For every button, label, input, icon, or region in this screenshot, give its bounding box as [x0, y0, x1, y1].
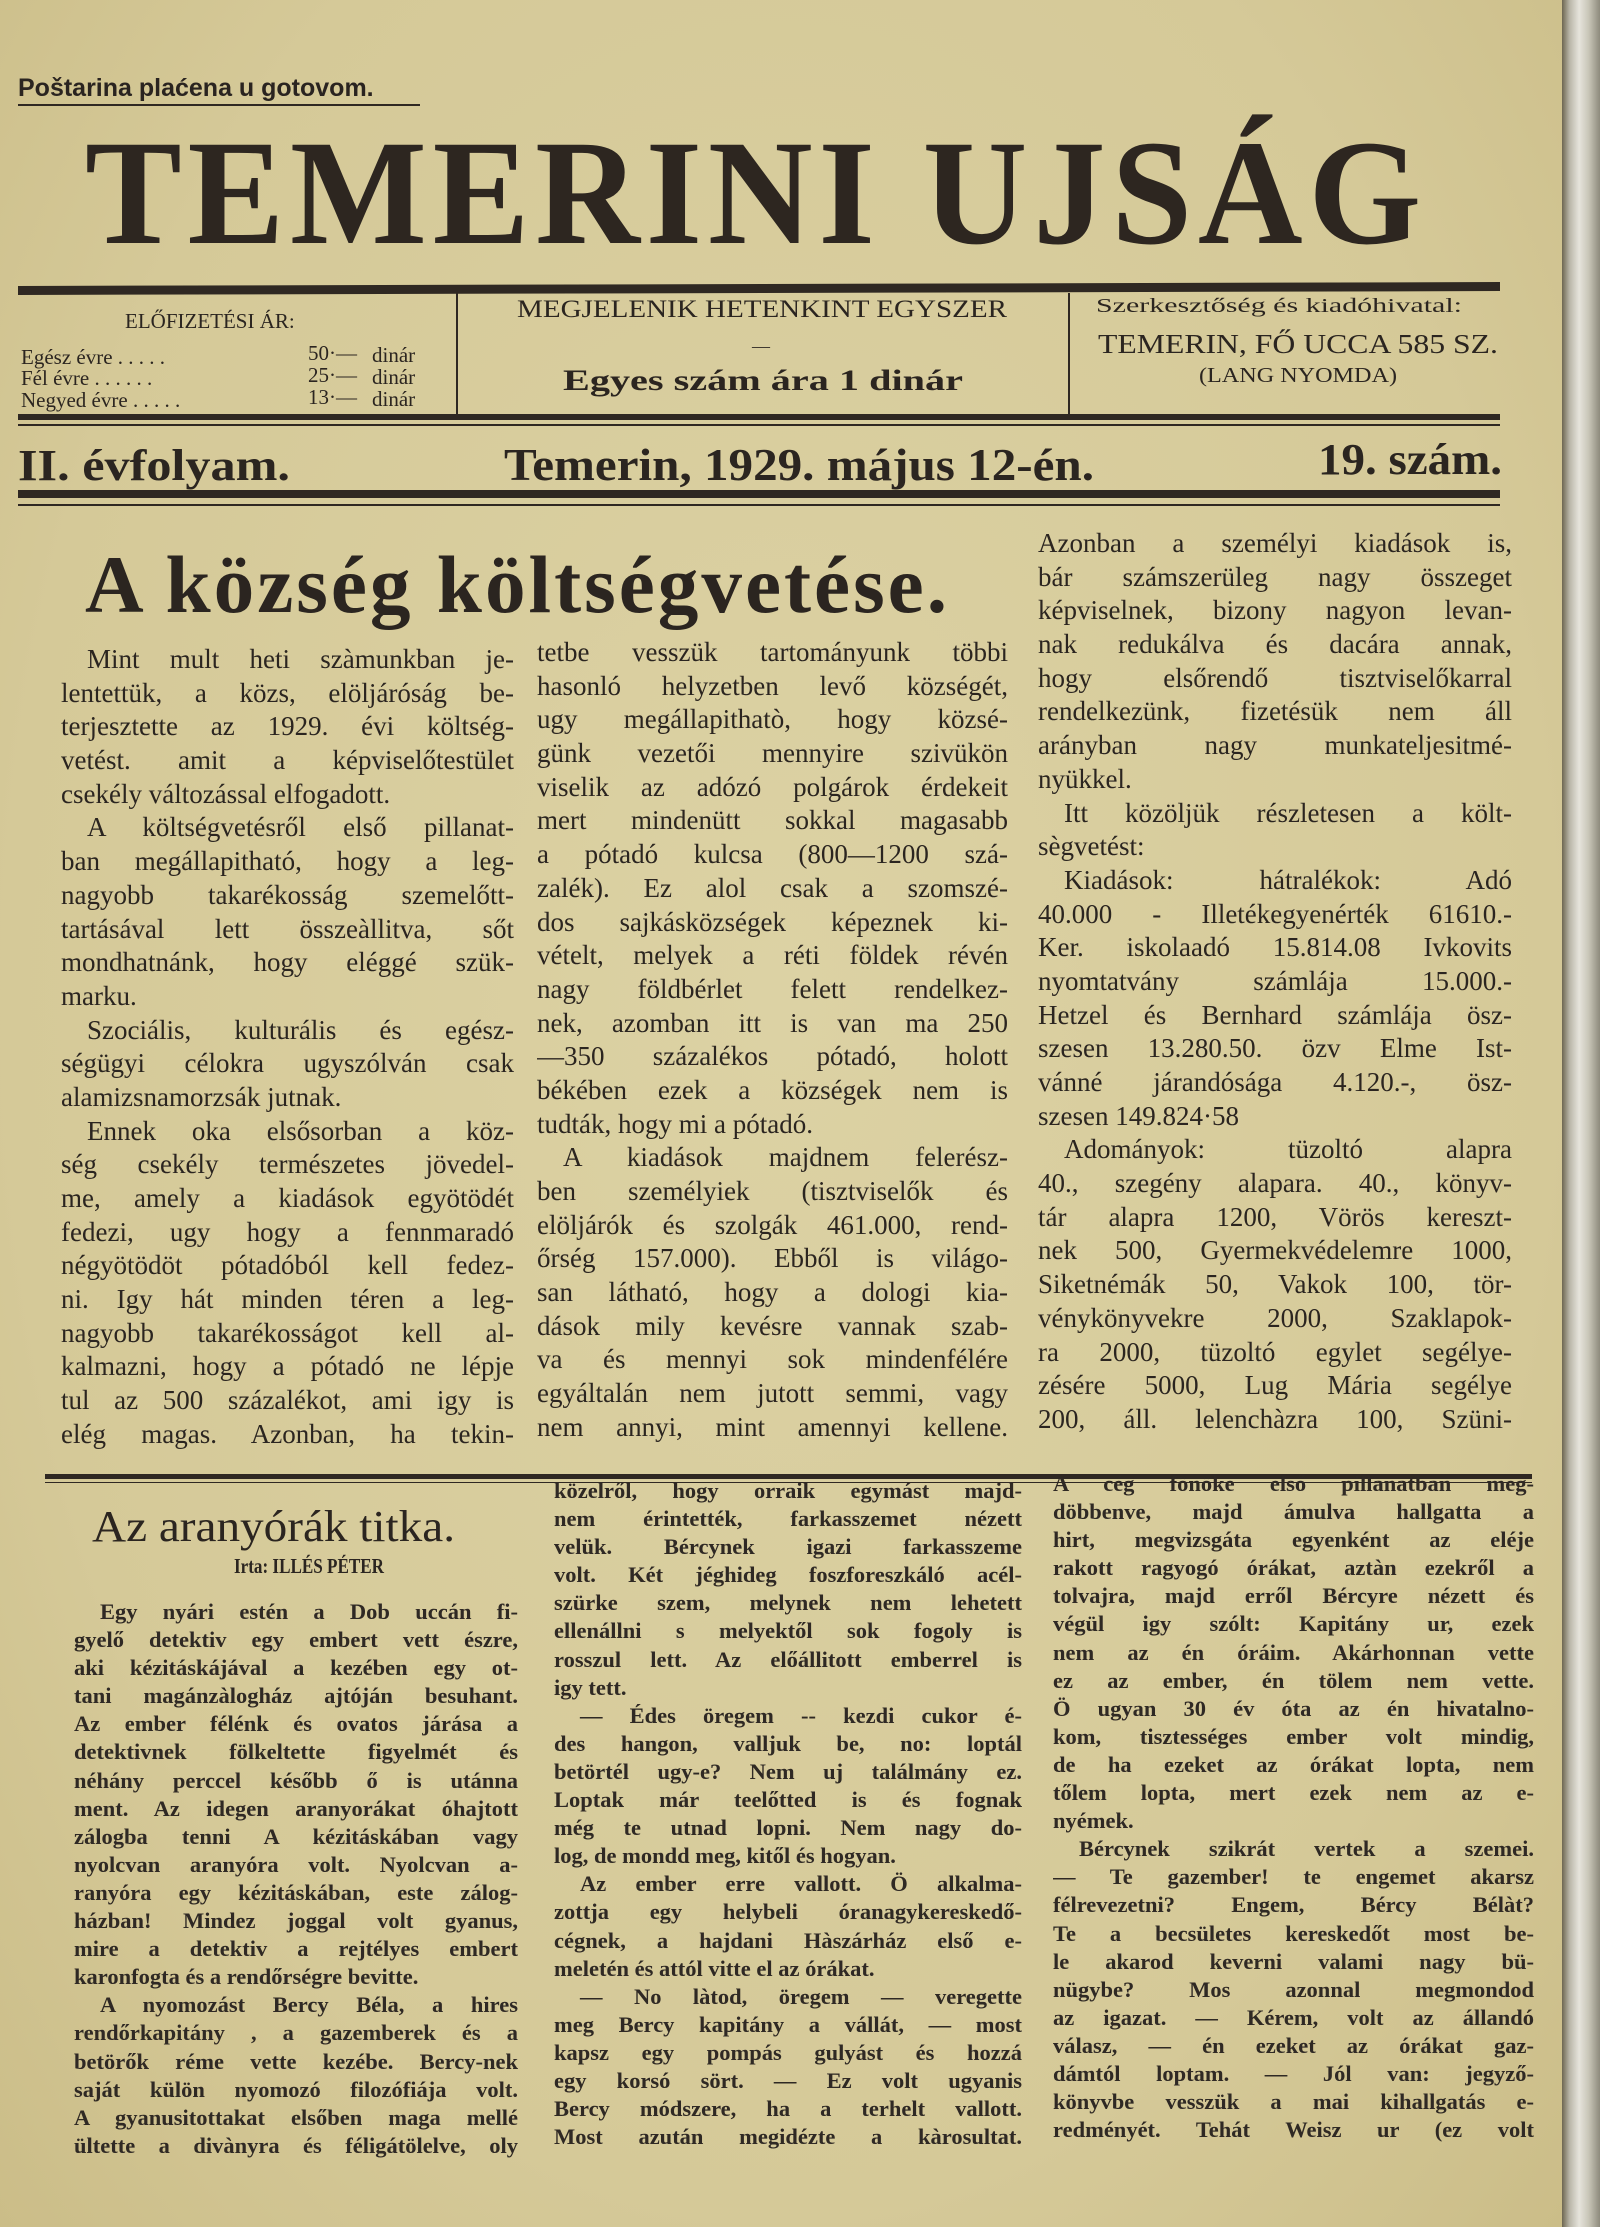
text-line: Bercy módszere, ha a terhelt vallott.	[554, 2096, 1022, 2122]
subscription-label: Fél évre . . . . . .	[21, 366, 153, 390]
text-line: közelről, hogy orraik egymást majd-	[554, 1478, 1022, 1503]
text-line: log, de mondd meg, kitől és hogyan.	[554, 1843, 896, 1869]
subscription-price: 50·—	[308, 341, 357, 365]
article-column	[61, 643, 514, 1452]
text-line: Szociális, kulturális és egész-	[87, 1014, 514, 1045]
text-line: arányban nagy munkateljesitmé-	[1038, 730, 1512, 761]
text-line: tudták, hogy mi a pótadó.	[537, 1108, 813, 1139]
text-line: tár alapra 1200, Vörös kereszt-	[1038, 1201, 1512, 1232]
text-line: günk vezetői mennyire szivükön	[537, 738, 1008, 769]
text-line: vánné járandósága 4.120.-, ösz-	[1038, 1067, 1512, 1097]
text-line: hogy elsőrendő tisztviselőkarral	[1038, 662, 1512, 693]
text-line: nyomtatvány számlája 15.000.-	[1038, 965, 1512, 996]
text-line: még te utnad lopni. Nem nagy do-	[554, 1815, 1022, 1841]
text-line: félrevezetni? Engem, Bércy Bélàt?	[1053, 1892, 1534, 1918]
text-line: Te a becsületes kereskedőt most be-	[1053, 1920, 1534, 1946]
text-line: detektivnek fölkeltette figyelmét és	[74, 1739, 518, 1765]
text-line: 200, áll. lelenchàzra 100, Szüni-	[1038, 1403, 1512, 1434]
subscription-unit: dinár	[372, 365, 416, 389]
story-column	[74, 1598, 518, 2160]
text-line: csekély változással elfogadott.	[61, 778, 391, 809]
printer-name	[1199, 363, 1397, 388]
issue-number	[1318, 434, 1502, 485]
text-line: zalék). Ez alol csak a szomszé-	[537, 872, 1008, 903]
text-line: képviselnek, bizony nagyon levan-	[1038, 595, 1512, 626]
text-line: rakott ragyogó órákat, aztàn ezekről a	[1053, 1555, 1534, 1581]
subscription-title: ELŐFIZETÉSI ÁR:	[125, 309, 295, 333]
text-line: békében ezek a községek nem is	[537, 1074, 1008, 1105]
text-line: nagyobb takarékosságot kell al-	[61, 1317, 514, 1348]
text-line: — No làtod, öregem — veregette	[580, 1983, 1022, 2009]
text-line: san látható, hogy a dologi kia-	[537, 1277, 1008, 1308]
text-line: ranyóra egy kézitáskában, este zálog-	[74, 1879, 518, 1905]
text-line: döbbenve, majd ámulva hallgatta a	[1053, 1499, 1534, 1525]
text-line: szürke szem, melynek nem lehetett	[554, 1590, 1022, 1616]
text-line: zálogba tenni A kézitáskában vagy	[74, 1823, 518, 1849]
frequency-note	[517, 296, 1007, 324]
text-line: rendőrkapitány , a gazemberek és a	[74, 2020, 518, 2046]
volume-text: II. évfolyam.	[18, 441, 290, 490]
subscription-price: 25·—	[308, 363, 357, 387]
text-line: az igazat. — Kérem, volt az állandó	[1053, 2004, 1534, 2030]
text-line: nyükkel.	[1038, 763, 1132, 794]
text-line: terjesztette az 1929. évi költség-	[61, 711, 514, 742]
info-divider-left	[456, 293, 458, 414]
printer-name-text: (LANG NYOMDA)	[1199, 363, 1397, 387]
story-column	[554, 1477, 1022, 2151]
postal-note: Poštarina plaćena u gotovom.	[18, 74, 374, 102]
text-line: vénykönyvekre 2000, Szaklapok-	[1038, 1302, 1512, 1333]
office-label	[1096, 295, 1462, 318]
info-divider-right	[1068, 293, 1070, 414]
text-line: Loptak már teelőtted is és fognak	[554, 1787, 1022, 1813]
text-line: ez az ember, én tölem nem vette.	[1053, 1667, 1534, 1693]
issue-number-text: 19. szám.	[1318, 435, 1502, 484]
text-line: Az ember félénk és ovatos járása a	[74, 1711, 518, 1737]
frequency-text: MEGJELENIK HETENKINT EGYSZER	[517, 296, 1007, 323]
text-line: cégnek, a hajdani Hàszárház első e-	[554, 1927, 1022, 1953]
postal-note-underline	[18, 104, 420, 106]
text-line: velük. Bércynek igazi farkasszeme	[554, 1534, 1022, 1560]
story-title	[92, 1502, 455, 1552]
article-headline-text: A község költségvetése.	[85, 539, 950, 630]
text-line: nem az én óráim. Akárhonnan vette	[1053, 1639, 1534, 1665]
text-line: szesen 13.280.50. özv Elme Ist-	[1038, 1033, 1512, 1064]
text-line: karonfogta és a rendőrségre bevitte.	[74, 1964, 419, 1990]
text-line: saját külön nyomozó filozófiája volt.	[74, 2076, 518, 2102]
text-line: Ennek oka elsősorban a köz-	[87, 1115, 514, 1146]
text-line: egy korsó sört. — Ez volt ugyanis	[554, 2067, 1022, 2093]
text-line: va és mennyi sok mindenfélére	[537, 1344, 1008, 1375]
text-line: Az ember erre vallott. Ö alkalma-	[580, 1871, 1022, 1897]
text-line: őrség 157.000). Ebből is világo-	[537, 1243, 1008, 1274]
subscription-label: Egész évre . . . . .	[21, 345, 166, 369]
text-line: vételt, melyek a réti földek révén	[537, 940, 1008, 971]
article-column	[537, 636, 1008, 1445]
text-line: sègvetést:	[1038, 831, 1145, 862]
text-line: mire a detektiv a rejtélyes embert	[74, 1936, 518, 1962]
text-line: Adományok: tüzoltó alapra	[1064, 1134, 1512, 1165]
text-line: mert mindenütt sokkal magasabb	[537, 805, 1008, 836]
frequency-dash: —	[752, 336, 770, 356]
text-line: Mint mult heti szàmunkban je-	[87, 644, 514, 674]
text-line: rendelkezünk, fizetésük nem áll	[1038, 696, 1512, 727]
text-line: tetbe vesszük tartományunk többi	[537, 637, 1008, 667]
text-line: könyvbe vesszük a mai kihallgatás e-	[1053, 2089, 1534, 2115]
text-line: ség csekély természetes jövedel-	[61, 1149, 514, 1180]
single-issue-price-text: Egyes szám ára 1 dinár	[563, 364, 963, 397]
text-line: nyolcvan aranyóra volt. Nyolcvan a-	[74, 1851, 518, 1877]
text-line: ment. Az idegen aranyorákat óhajtott	[74, 1795, 518, 1821]
text-line: me, amely a kiadások egyötödét	[61, 1183, 514, 1213]
text-line: mondhatnánk, hogy eléggé szük-	[61, 947, 514, 978]
text-line: ugy megállapithatò, hogy közsé-	[537, 704, 1008, 735]
text-line: végül igy szólt: Kapitány ur, ezek	[1053, 1611, 1534, 1637]
text-line: ni. Igy hát minden téren a leg-	[61, 1284, 514, 1315]
story-byline-text: Irta: ILLÉS PÉTER	[234, 1554, 384, 1578]
text-line: redményét. Tehát Weisz ur (ez volt	[1053, 2117, 1534, 2143]
text-line: Egy nyári estén a Dob uccán fi-	[100, 1599, 518, 1624]
text-line: dos sajkásközségek képeznek ki-	[537, 906, 1008, 937]
text-line: betörtél ugy-e? Nem uj találmány ez.	[554, 1758, 1022, 1784]
text-line: kalmazni, hogy a pótadó ne lépje	[61, 1351, 514, 1382]
text-line: elöljárók és szolgák 461.000, rend-	[537, 1209, 1008, 1240]
text-line: alamizsnamorzsák jutnak.	[61, 1081, 342, 1112]
text-line: Siketnémák 50, Vakok 100, tör-	[1038, 1269, 1512, 1300]
text-line: marku.	[61, 980, 137, 1011]
text-line: A gyanusitottakat elsőben maga mellé	[74, 2104, 518, 2130]
text-line: dások mily kevésre vannak szab-	[537, 1310, 1008, 1341]
text-line: vetést. amit a képviselőtestület	[61, 745, 514, 776]
text-line: des hangon, valljuk be, no: loptál	[554, 1730, 1022, 1756]
text-line: tolvajra, majd erről Bércyre nézett és	[1053, 1583, 1534, 1609]
text-line: rosszul lett. Az előállitott emberrel is	[554, 1646, 1022, 1672]
text-line: Kiadások: hátralékok: Adó	[1064, 864, 1512, 895]
text-line: Ö ugyan 30 év óta az én hivatalno-	[1053, 1695, 1534, 1721]
text-line: Ker. iskolaadó 15.814.08 Ivkovits	[1038, 932, 1512, 963]
info-box-bottom-rule-thin	[18, 424, 1500, 426]
text-line: válasz, — én ezeket az órákat gaz-	[1053, 2032, 1534, 2058]
text-line: betörők réme vette kezébe. Bercy-nek	[74, 2048, 518, 2074]
text-line: Bércynek szikrát vertek a szemei.	[1079, 1836, 1534, 1862]
office-address	[1098, 329, 1498, 360]
office-label-text: Szerkesztőség és kiadóhivatal:	[1096, 295, 1462, 317]
text-line: bár számszerüleg nagy összeget	[1038, 561, 1512, 592]
text-line: meg Bercy kapitány a vállát, — most	[554, 2011, 1022, 2037]
text-line: nagy földbérlet felett rendelkez-	[537, 973, 1008, 1004]
text-line: ra 2000, tüzoltó egylet segélye-	[1038, 1336, 1512, 1367]
text-line: Itt közöljük részletesen a költ-	[1064, 797, 1512, 828]
text-line: zésére 5000, Lug Mária segélye	[1038, 1370, 1512, 1401]
story-column	[1053, 1470, 1534, 2144]
text-line: zottja egy helybeli óranagykereskedő-	[554, 1899, 1022, 1925]
info-box-bottom-rule	[18, 414, 1500, 420]
text-line: hirt, megvizsgáta egyenként az eléje	[1053, 1527, 1534, 1553]
text-line: kapsz egy pompás gulyást és hozzá	[554, 2039, 1022, 2065]
text-line: tartásával lett összeàllitva, sőt	[61, 913, 514, 944]
text-line: nek 500, Gyermekvédelemre 1000,	[1038, 1235, 1512, 1266]
text-line: de ha ezeket az órákat lopta, nem	[1053, 1751, 1534, 1777]
text-line: volt. Két jéghideg foszforeszkáló acél-	[554, 1562, 1022, 1588]
text-line: nem annyi, mint amennyi kellene.	[537, 1411, 1008, 1442]
text-line: elég magas. Azonban, ha tekin-	[61, 1418, 514, 1449]
subscription-unit: dinár	[372, 343, 416, 367]
text-line: szesen 149.824·58	[1038, 1100, 1239, 1131]
text-line: igy tett.	[554, 1674, 627, 1700]
text-line: 40., szegény alapara. 40., könyv-	[1038, 1168, 1512, 1199]
text-line: — Édes öregem -- kezdi cukor é-	[580, 1702, 1022, 1728]
story-byline	[234, 1554, 418, 1579]
text-line: le akarod keverni valami nagy bü-	[1053, 1948, 1534, 1974]
text-line: néhány perccel később ő is utánna	[74, 1767, 518, 1793]
text-line: viselik az adózó polgárok érdekeit	[537, 771, 1008, 802]
text-line: — Te gazember! te engemet akarsz	[1053, 1864, 1534, 1890]
issue-line-rule	[18, 490, 1500, 498]
volume-label	[18, 440, 290, 491]
subscription-unit: dinár	[372, 387, 416, 411]
story-title-text: Az aranyórák titka.	[92, 1502, 455, 1551]
text-line: A költségvetésről első pillanat-	[87, 812, 514, 843]
issue-line-rule-thin	[18, 504, 1500, 506]
text-line: tani magánzàlogház ajtóján besuhant.	[74, 1683, 518, 1709]
article-column	[1038, 527, 1512, 1437]
text-line: nügybe? Mos azonnal megmondod	[1053, 1976, 1534, 2002]
text-line: ben személyiek (tisztviselők és	[537, 1176, 1008, 1206]
text-line: tul az 500 százalékot, ami igy is	[61, 1385, 514, 1416]
text-line: lentettük, a közs, elöljáróság be-	[61, 677, 514, 708]
text-line: nyémek.	[1053, 1808, 1134, 1834]
text-line: négyötödöt pótadóból kell fedez-	[61, 1250, 514, 1281]
text-line: A nyomozást Bercy Béla, a hires	[100, 1992, 518, 2018]
issue-date-text: Temerin, 1929. május 12-én.	[504, 439, 1094, 490]
text-line: aki kézitáskájával a kezében egy ot-	[74, 1655, 518, 1681]
text-line: nek, azomban itt is van ma 250	[537, 1007, 1008, 1038]
text-line: A kiadások majdnem felerész-	[563, 1142, 1008, 1173]
text-line: Hetzel és Bernhard számlája ösz-	[1038, 999, 1512, 1030]
text-line: kom, tisztességes ember volt mindig,	[1053, 1723, 1534, 1749]
text-line: hasonló helyzetben levő községét,	[537, 670, 1008, 701]
text-line: fedezi, ugy hogy a fennmaradó	[61, 1216, 514, 1247]
text-line: a pótadó kulcsa (800—1200 szá-	[537, 839, 1008, 870]
text-line: Azonban a személyi kiadások is,	[1038, 528, 1512, 558]
text-line: A cég fönöke első pillanatban meg-	[1053, 1471, 1534, 1496]
single-issue-price	[563, 364, 963, 398]
text-line: ban megállapitható, hogy a leg-	[61, 846, 514, 877]
page-stack-edge	[1562, 0, 1600, 2227]
text-line: egyáltalán nem jutott semmi, vagy	[537, 1378, 1008, 1409]
office-address-text: TEMERIN, FŐ UCCA 585 SZ.	[1098, 329, 1498, 359]
article-headline	[85, 540, 958, 630]
text-line: Most azután megidézte a kàrosultat.	[554, 2124, 1022, 2150]
text-line: gyelő detektiv egy embert vett észre,	[74, 1627, 518, 1653]
text-line: ültette a divànyra és féligátölelve, oly	[74, 2132, 518, 2158]
subscription-label: Negyed évre . . . . .	[21, 388, 181, 412]
text-line: nagyobb takarékosság szemelőtt-	[61, 879, 514, 910]
masthead-title	[85, 110, 1473, 276]
subscription-price: 13·—	[308, 385, 357, 409]
text-line: meletén és attól vitte el az órákat.	[554, 1955, 875, 1981]
text-line: ségügyi célokra ugyszólván csak	[61, 1048, 514, 1079]
text-line: ellenállni s melyektől sok fogoly is	[554, 1618, 1022, 1644]
text-line: dámtól loptam. — Jól van: jegyző-	[1053, 2060, 1534, 2086]
text-line: 40.000 - Illetékegyenérték 61610.-	[1038, 898, 1512, 929]
masthead-text: TEMERINI UJSÁG	[85, 110, 1427, 276]
text-line: nem érintették, farkasszemet nézett	[554, 1506, 1022, 1532]
text-line: —350 százalékos pótadó, holott	[537, 1041, 1008, 1072]
text-line: házban! Mindez joggal volt gyanus,	[74, 1908, 518, 1934]
issue-date	[504, 438, 1094, 491]
text-line: tőlem lopta, mert ezek nem az e-	[1053, 1780, 1534, 1806]
text-line: nak redukálva és dacára annak,	[1038, 629, 1512, 660]
